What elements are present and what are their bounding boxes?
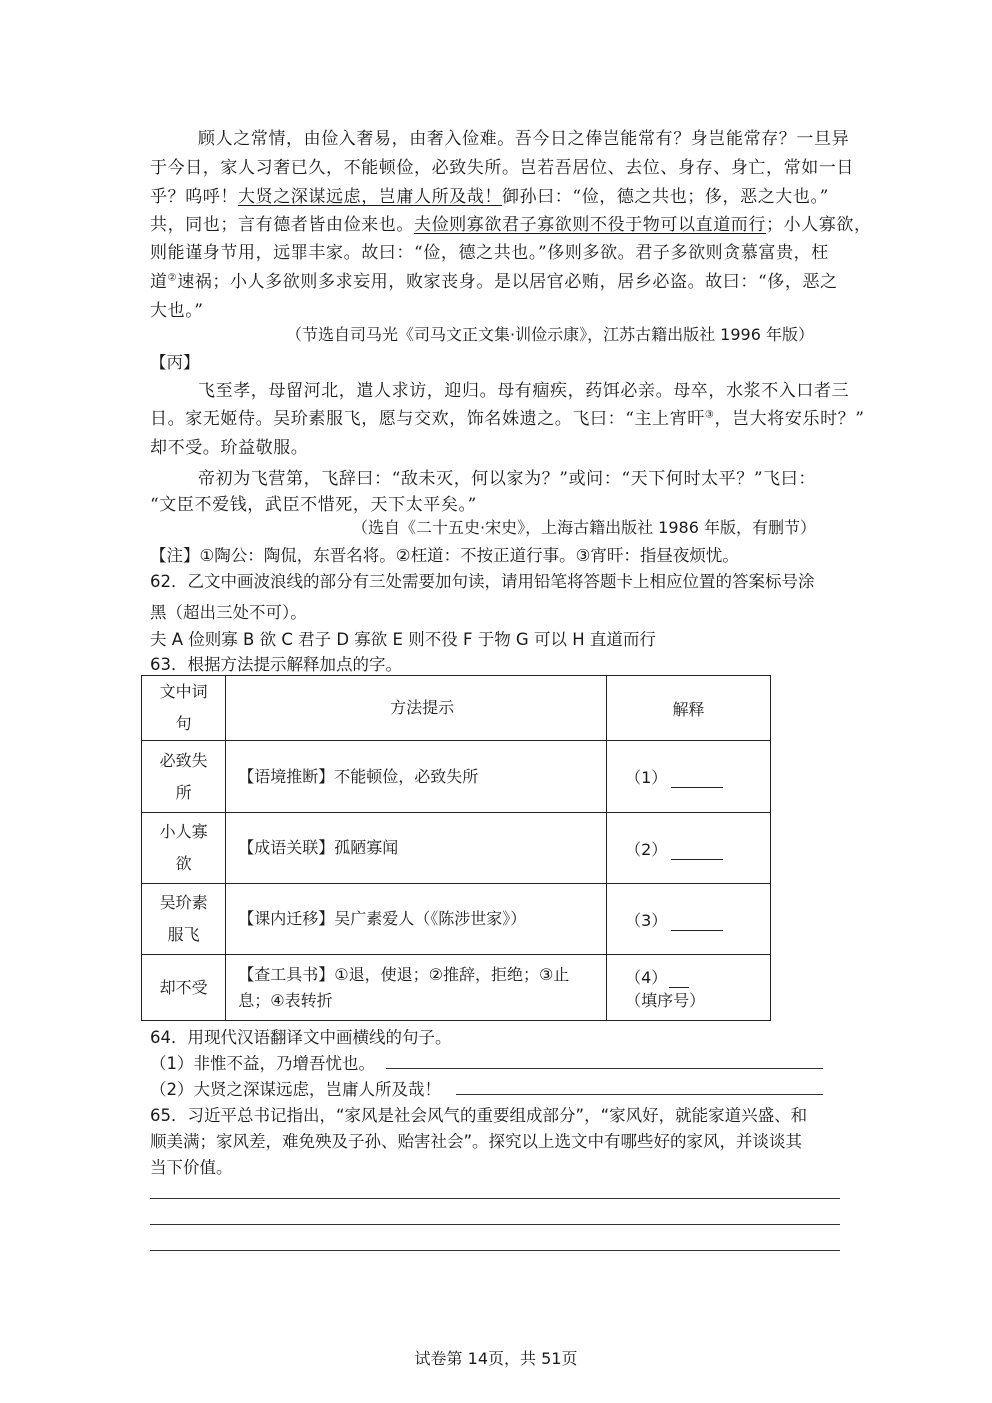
passage-yi-source: （节选自司马光《司马文正文集·训俭示康》，江苏古籍出版社 1996 年版） [286,325,814,344]
answer-cell [607,741,771,813]
answer-blank[interactable] [671,914,723,931]
note-marker: ③ [704,409,715,421]
answer-line[interactable] [456,1094,823,1095]
text-segment: 共，同也；言有德者皆由俭来也。 [150,215,414,235]
page-footer: 试卷第 14页，共 51页 [414,1349,578,1368]
hint-cell: 【语境推断】不能顿俭，必致失所 [226,741,607,813]
answer-cell [607,884,771,955]
q65-line-3: 当下价值。 [150,1158,233,1177]
passage-yi-line-2: 于今日，家人习奢已久，不能顿俭，必致失所。岂若吾居位、去位、身存、身亡，常如一日 [150,158,854,178]
answer-cell [607,813,771,884]
phrase-cell [142,741,226,813]
text-segment: ，岂大将安乐时？” [714,409,865,429]
q64-item-2: （2）大贤之深谋远虑，岂庸人所及哉！ [150,1080,441,1099]
phrase-cell [142,813,226,884]
wavy-line-segment: 夫俭则寡欲君子寡欲则不役于物可以直道而行 [414,215,766,235]
q64-stem: 64．用现代汉语翻译文中画横线的句子。 [150,1028,452,1047]
text-segment: 御孙曰：“俭，德之共也；侈，恶之大也。” [502,187,829,207]
header-line: 文中词 [159,682,208,701]
hint-cell: 【成语关联】孤陋寡闻 [226,813,607,884]
passage-yi-line-5: 则能谨身节用，远罪丰家。故曰：“俭，德之共也。”侈则多欲。君子多欲则贪慕富贵，枉 [150,243,829,263]
answer-blank[interactable] [669,971,689,988]
phrase-line: 服飞 [167,925,200,944]
q65-line-2: 顺美满；家风差，难免殃及子孙、贻害社会”。探究以上选文中有哪些好的家风，并谈谈其 [150,1132,803,1151]
answer-blank[interactable] [671,843,723,860]
passage-bing-source: （选自《二十五史·宋史》，上海古籍出版社 1986 年版，有删节） [352,518,816,537]
answer-label: （4） [625,967,668,987]
text-segment: ；小人寡欲， [766,215,872,235]
passage-bing-label: 【丙】 [150,353,200,372]
answer-label: （2） [625,839,668,859]
phrase-line: 必致失 [159,750,208,770]
phrase-line: 小人寡 [159,822,208,841]
text-segment: 道 [150,272,168,292]
answer-line[interactable] [150,1198,840,1199]
answer-cell [607,955,771,1021]
answer-line[interactable] [150,1250,840,1251]
answer-line[interactable] [150,1224,840,1225]
q64-item-1: （1）非惟不益，乃增吾忧也。 [150,1054,375,1073]
passage-yi-line-3 [150,182,829,207]
table-row [142,884,771,955]
header-line: 句 [175,714,192,733]
hint-line: 息；④表转折 [238,990,333,1010]
header-cell-hint: 方法提示 [226,676,607,741]
passage-yi-line-1: 顾人之常情，由俭入奢易，由奢入俭难。吾今日之俸岂能常有？身岂能常存？一旦异 [198,129,850,149]
passage-bing-line-1: 飞至孝，母留河北，遣人求访，迎归。母有痼疾，药饵必亲。母卒，水浆不入口者三 [198,381,850,401]
hint-cell: 【课内迁移】吴广素爱人（《陈涉世家》） [226,884,607,955]
table-row [142,741,771,813]
q62-line-2: 黑（超出三处不可）。 [150,603,307,622]
q62-options: 夫 A 俭则寡 B 欲 C 君子 D 寡欲 E 则不役 F 于物 G 可以 H 直道而行 [150,630,656,649]
table-row [142,955,771,1021]
header-cell-phrase [142,676,226,741]
notes: 【注】①陶公：陶侃，东晋名将。②枉道：不按正道行事。③宵旰：指昼夜烦忧。 [150,546,739,565]
passage-bing-line-4: 帝初为飞营第，飞辞曰：“敌未灭，何以家为？”或问：“天下何时太平？”飞曰： [198,469,816,489]
q65-line-1: 65．习近平总书记指出，“家风是社会风气的重要组成部分”，“家风好，就能家道兴盛、和 [150,1106,808,1125]
passage-yi-line-4 [150,210,872,235]
phrase-cell [142,955,226,1021]
passage-bing-line-5: “文臣不爱钱，武臣不惜死，天下太平矣。” [150,495,477,515]
note-marker: ② [167,272,178,284]
passage-yi-line-7: 大也。” [150,301,204,321]
text-segment: 日。家无姬侍。吴玠素服飞，愿与交欢，饰名姝遗之。飞曰：“主上宵旰 [150,409,705,429]
table-row [142,813,771,884]
hint-cell [226,955,607,1021]
passage-bing-line-2 [150,404,865,429]
passage-bing-line-3: 却不受。玠益敬服。 [150,438,309,458]
answer-blank[interactable] [671,771,723,788]
table-header-row [142,676,771,741]
phrase-line: 吴玠素 [159,893,208,912]
q62-line-1: 62．乙文中画波浪线的部分有三处需要加句读，请用铅笔将答题卡上相应位置的答案标号涂 [150,572,815,591]
q63-stem: 63．根据方法提示解释加点的字。 [150,655,402,674]
hint-line: 【查工具书】①退，使退；②推辞，拒绝；③止 [238,964,570,984]
phrase-cell [142,884,226,955]
phrase-line: 所 [175,782,192,802]
answer-label: （3） [625,910,668,930]
phrase-line: 却不受 [159,977,208,997]
underlined-sentence: 大贤之深谋远虑，岂庸人所及哉！ [238,187,502,207]
answer-line[interactable] [386,1068,823,1069]
passage-yi-line-6 [150,267,838,292]
text-segment: 乎？呜呼！ [150,187,238,207]
q63-table [141,675,771,1021]
header-cell-answer: 解释 [607,676,771,741]
text-segment: 速祸；小人多欲则多求妄用，败家丧身。是以居官必贿，居乡必盗。故曰：“侈，恶之 [177,272,838,292]
answer-suffix: （填序号） [625,990,706,1010]
answer-label: （1） [625,768,668,787]
phrase-line: 欲 [175,854,192,873]
